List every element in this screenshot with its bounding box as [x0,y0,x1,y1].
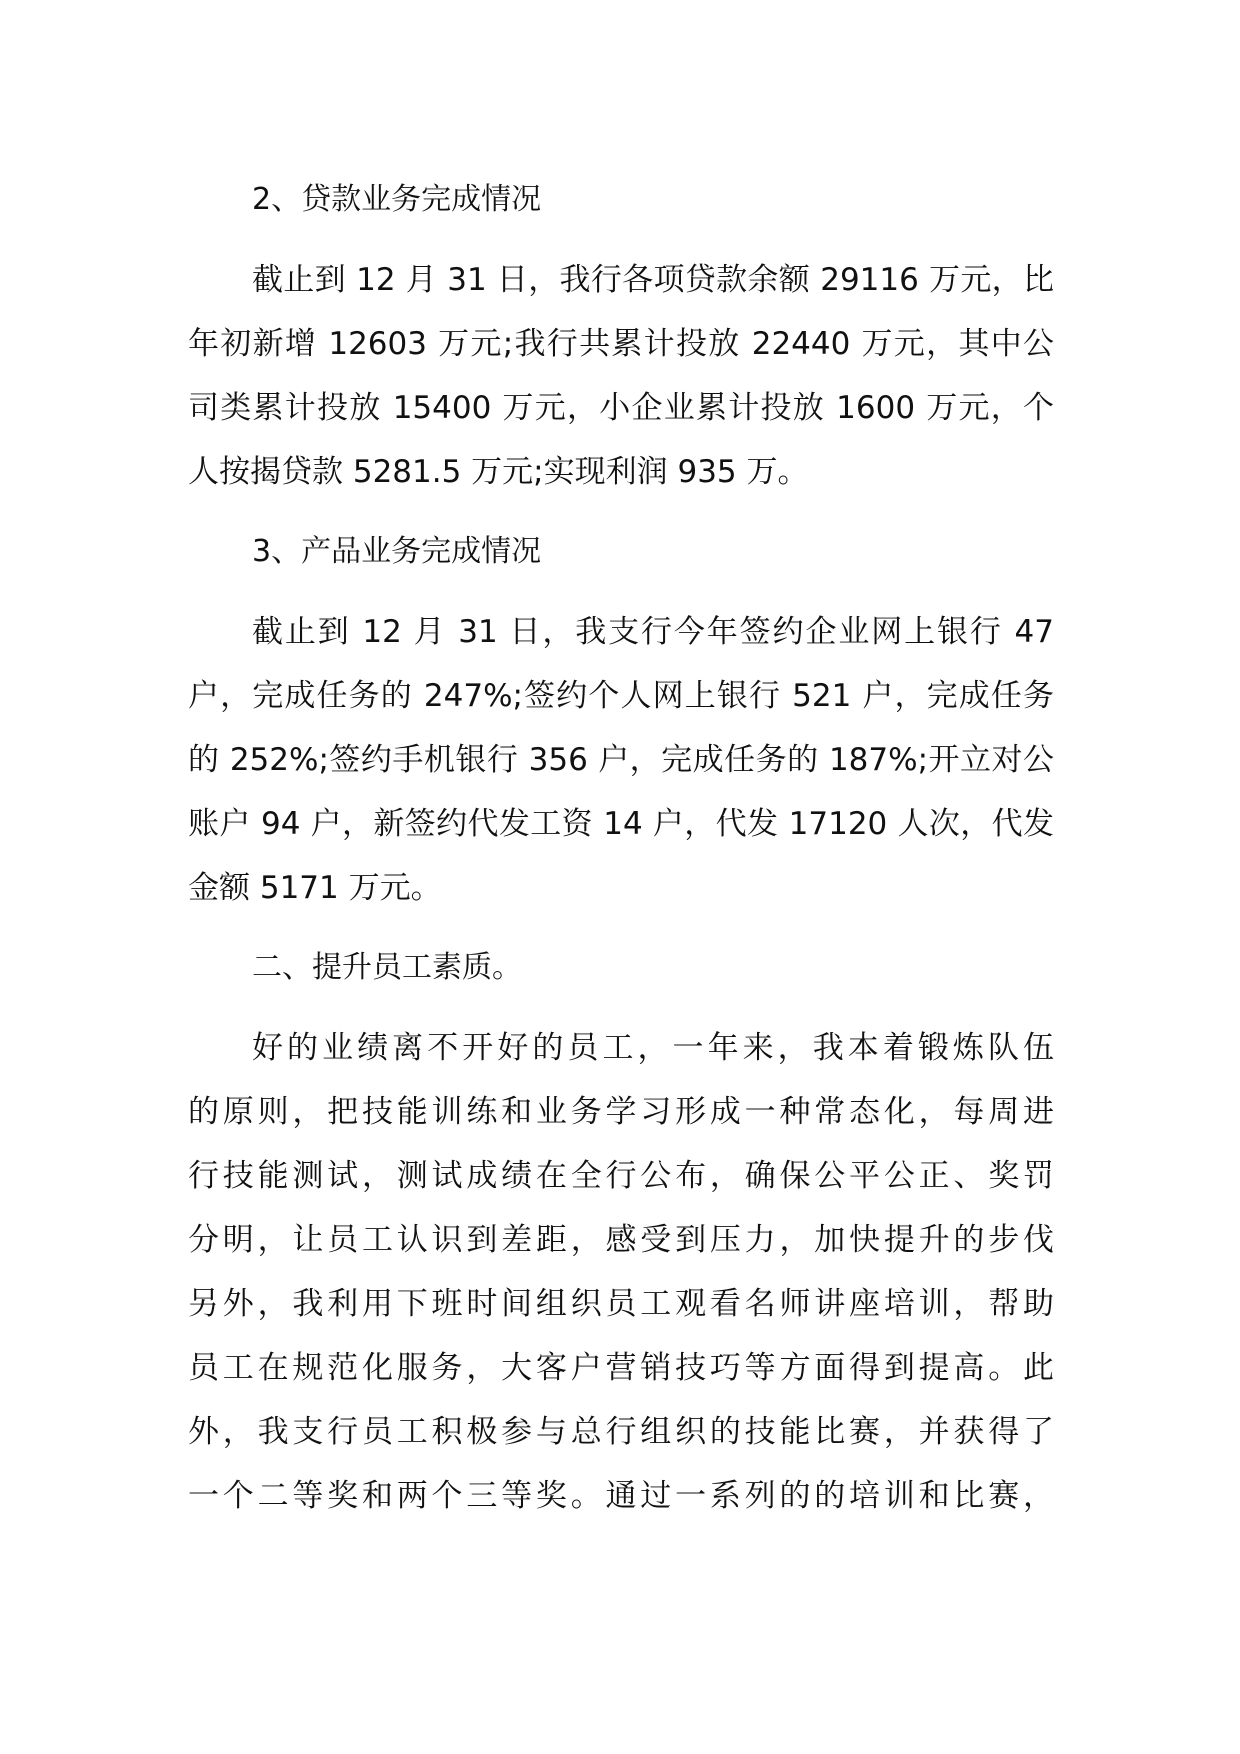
paragraph-line: 年初新增 12603 万元;我行共累计投放 22440 万元，其中公 [188,326,1054,362]
paragraph-line: 分明，让员工认识到差距，感受到压力，加快提升的步伐 [188,1222,1054,1258]
paragraph-line: 的 252%;签约手机银行 356 户，完成任务的 187%;开立对公 [188,742,1054,778]
document-body [188,168,1054,1528]
paragraph-line: 另外，我利用下班时间组织员工观看名师讲座培训，帮助 [188,1286,1054,1322]
paragraph-line: 好的业绩离不开好的员工，一年来，我本着锻炼队伍 [252,1030,1054,1066]
section-heading-loans: 2、贷款业务完成情况 [252,182,542,217]
paragraph-line: 截止到 12 月 31 日，我支行今年签约企业网上银行 47 [252,614,1054,650]
paragraph-line: 司类累计投放 15400 万元，小企业累计投放 1600 万元，个 [188,390,1054,426]
paragraph-line: 截止到 12 月 31 日，我行各项贷款余额 29116 万元，比 [252,262,1054,298]
paragraph-line: 一个二等奖和两个三等奖。通过一系列的的培训和比赛， [188,1478,1054,1514]
paragraph-line: 金额 5171 万元。 [188,870,442,906]
paragraph-line: 账户 94 户，新签约代发工资 14 户，代发 17120 人次，代发 [188,806,1054,842]
section-heading-products: 3、产品业务完成情况 [252,534,542,569]
paragraph-line: 人按揭贷款 5281.5 万元;实现利润 935 万。 [188,454,809,490]
paragraph-line: 外，我支行员工积极参与总行组织的技能比赛，并获得了 [188,1414,1054,1450]
paragraph-line: 行技能测试，测试成绩在全行公布，确保公平公正、奖罚 [188,1158,1054,1194]
paragraph-line: 员工在规范化服务，大客户营销技巧等方面得到提高。此 [188,1350,1054,1386]
paragraph-line: 的原则，把技能训练和业务学习形成一种常态化，每周进 [188,1094,1054,1130]
section-heading-staff: 二、提升员工素质。 [252,950,522,985]
paragraph-line: 户，完成任务的 247%;签约个人网上银行 521 户，完成任务 [188,678,1054,714]
